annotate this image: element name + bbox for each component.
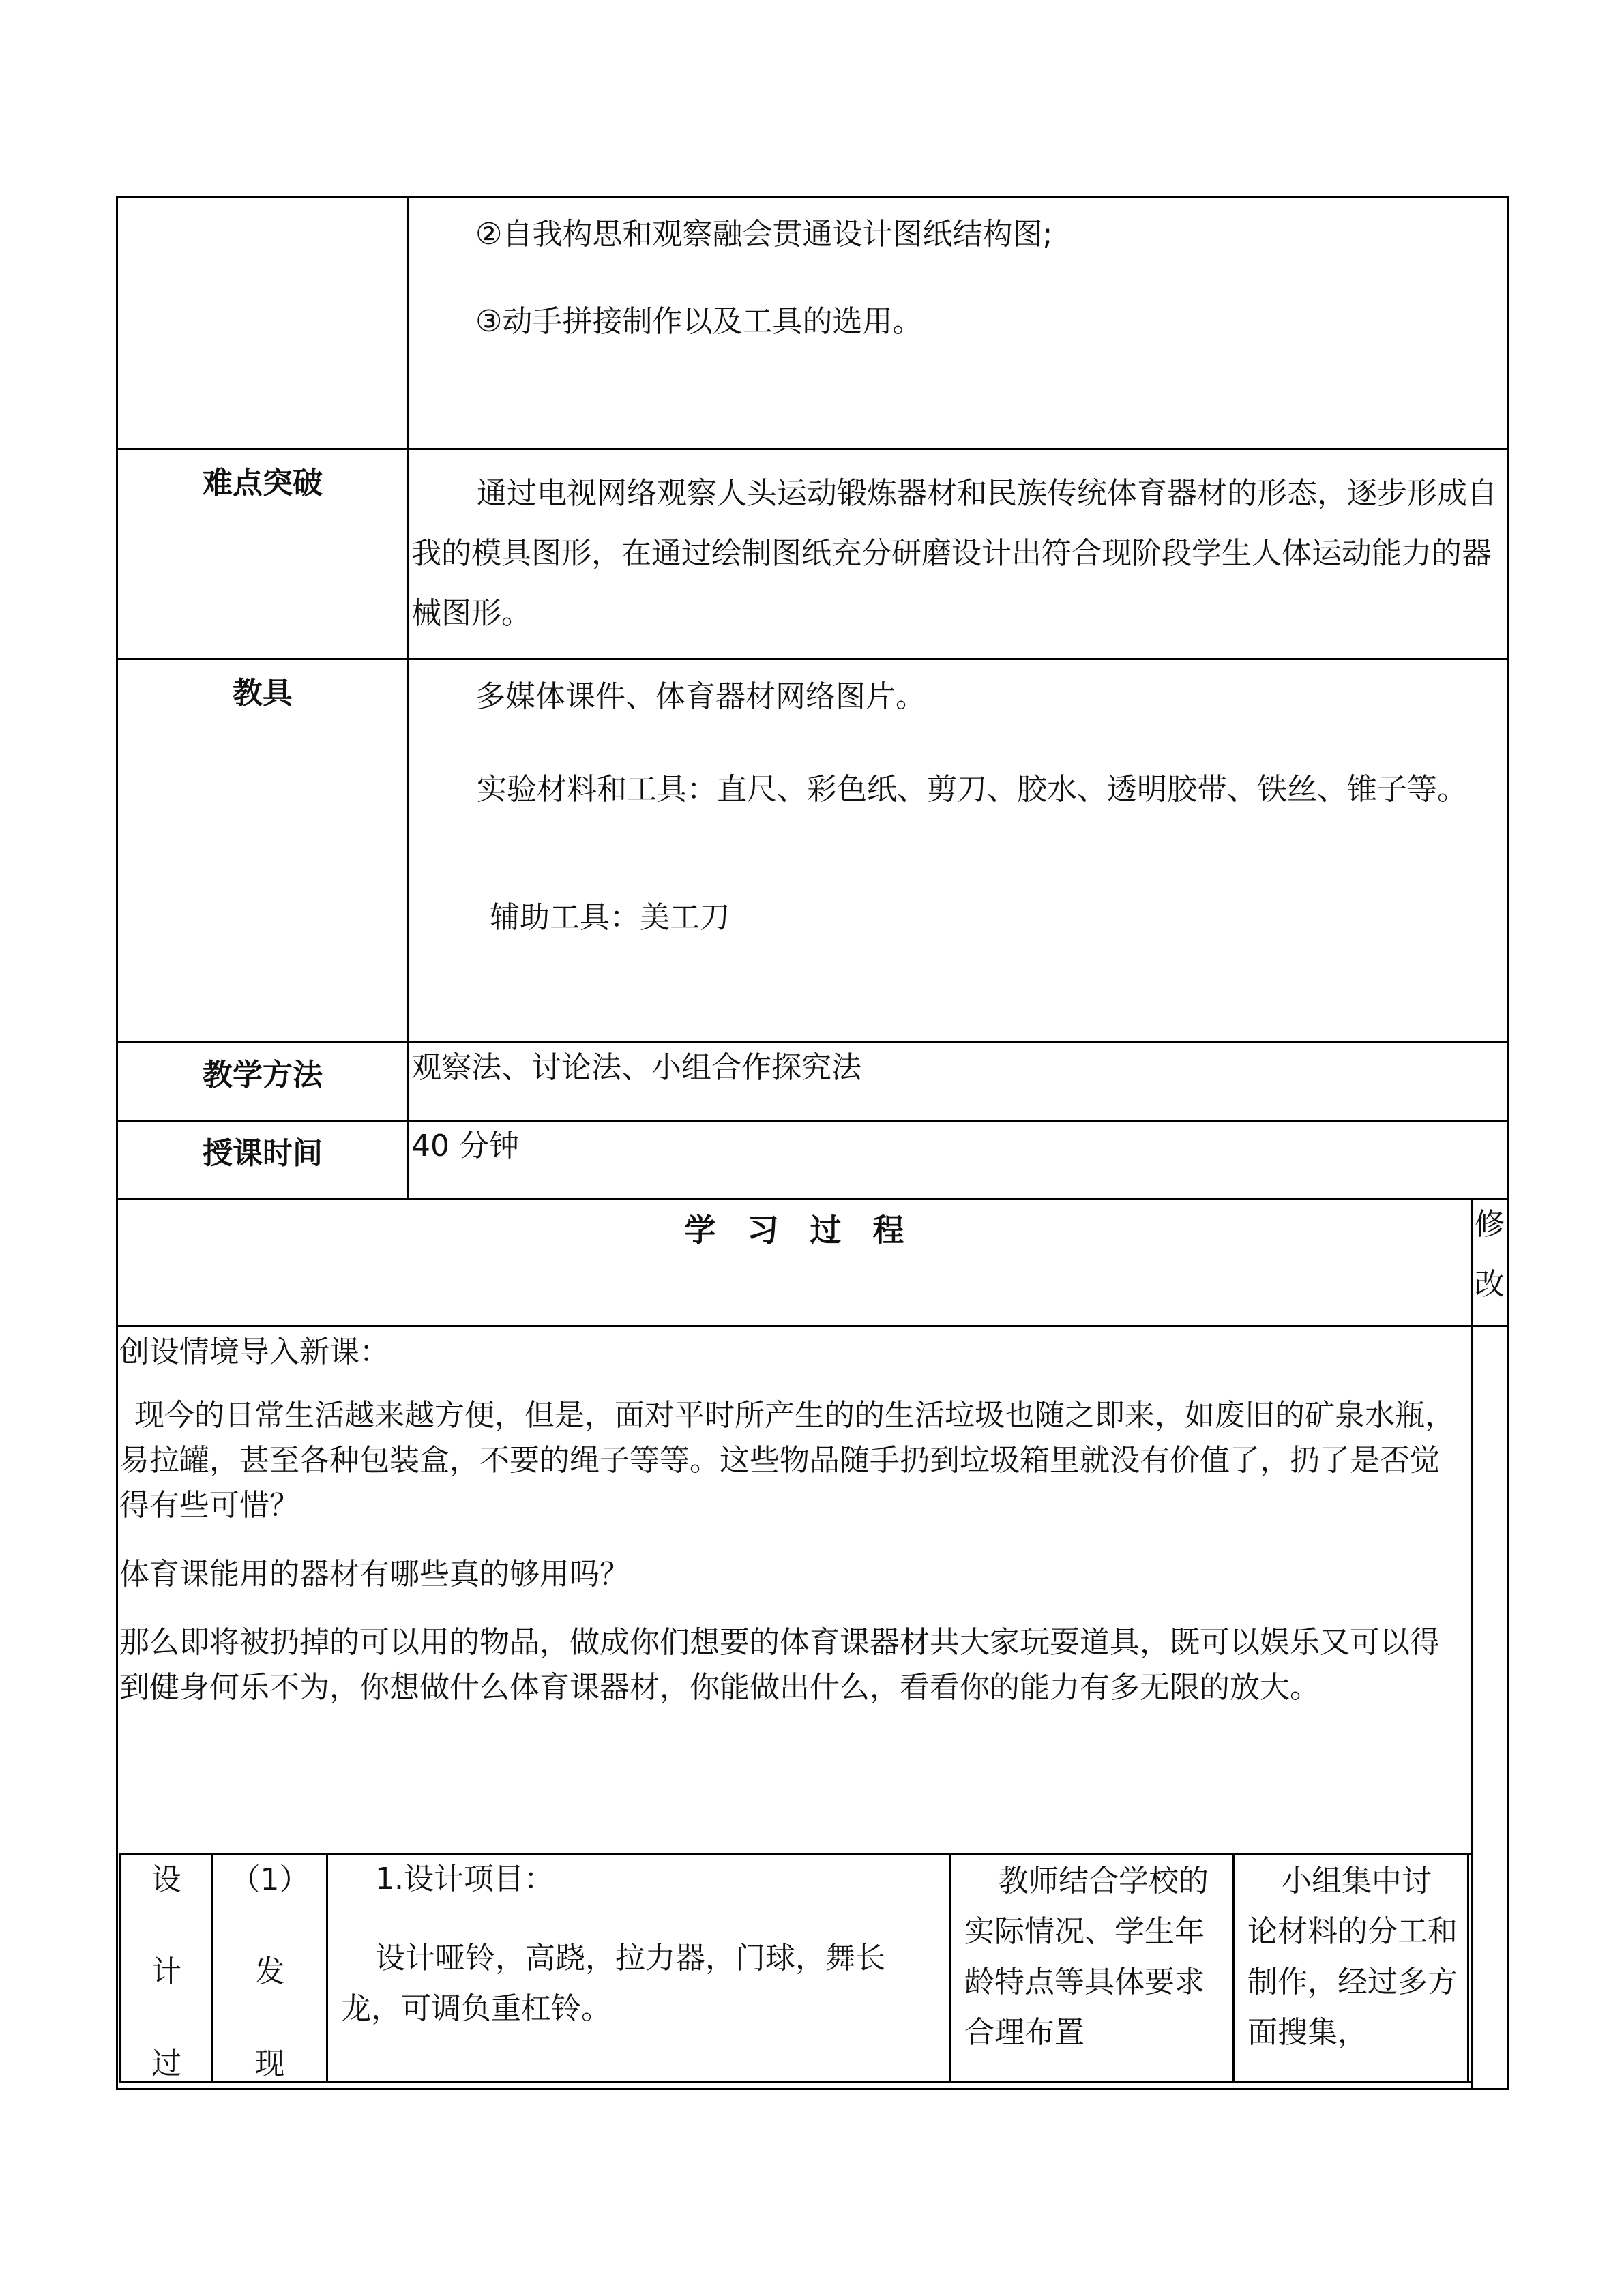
table-border-row1-bottom <box>116 448 1509 450</box>
table-border-top <box>116 196 1509 198</box>
design-process-column: 设 计 过 <box>151 1862 181 2081</box>
table-border-right <box>1507 196 1509 2090</box>
teaching-aids-label: 教具 <box>233 676 293 711</box>
intro-title: 创设情境导入新课： <box>119 1335 389 1369</box>
teaching-aids-line-3: 辅助工具：美工刀 <box>490 900 730 935</box>
table-label-divider <box>407 196 409 1200</box>
design-project-title: 1.设计项目： <box>375 1862 554 1896</box>
design-table-top <box>119 1853 1471 1855</box>
intro-paragraph-3: 那么即将被扔掉的可以用的物品，做成你们想要的体育课器材共大家玩耍道具，既可以娱乐又可以得到健身何乐不为，你想做什么体育课器材，你能做出什么，看看你的能力有多无限的放大。 <box>119 1625 1440 1705</box>
table-border-row5-bottom <box>116 1198 1509 1200</box>
key-point-line-2: ②自我构思和观察融会贯通设计图纸结构图; <box>475 217 1053 252</box>
teaching-aids-line-1: 多媒体课件、体育器材网络图片。 <box>475 679 926 714</box>
class-time-label: 授课时间 <box>203 1136 323 1171</box>
teaching-method-label: 教学方法 <box>203 1058 323 1092</box>
key-point-line-3: ③动手拼接制作以及工具的选用。 <box>475 304 923 339</box>
group-discussion-text: 小组集中讨论材料的分工和制作，经过多方面搜集， <box>1247 1864 1458 2050</box>
process-heading-bottom <box>116 1325 1509 1327</box>
design-col-divider-2 <box>326 1853 328 2083</box>
table-border-row3-bottom <box>116 1041 1509 1043</box>
process-heading: 学 习 过 程 <box>684 1212 904 1249</box>
table-border-row4-bottom <box>116 1120 1509 1122</box>
table-border-row2-bottom <box>116 658 1509 660</box>
teaching-aids-line-2: 实验材料和工具：直尺、彩色纸、剪刀、胶水、透明胶带、铁丝、锥子等。 <box>477 772 1467 807</box>
difficulty-label: 难点突破 <box>203 466 323 501</box>
design-col-divider-5 <box>1467 1853 1469 2083</box>
revise-column-label: 修 改 <box>1475 1207 1505 1302</box>
discovery-step-column: （1） 发 现 <box>230 1862 310 2081</box>
revise-column-divider <box>1471 1198 1473 2090</box>
intro-paragraph-2: 体育课能用的器材有哪些真的够用吗？ <box>119 1557 630 1592</box>
design-project-text: 设计哑铃，高跷，拉力器，门球，舞长龙，可调负重杠铃。 <box>341 1941 885 2026</box>
teaching-method-text: 观察法、讨论法、小组合作探究法 <box>411 1050 861 1085</box>
design-col-divider-4 <box>1232 1853 1235 2083</box>
design-col-divider-3 <box>949 1853 951 2083</box>
teacher-arrangement-text: 教师结合学校的实际情况、学生年龄特点等具体要求合理布置 <box>964 1864 1209 2050</box>
intro-paragraph-1: 现今的日常生活越来越方便，但是，面对平时所产生的的生活垃圾也随之即来，如废旧的矿泉水瓶，易拉罐，甚至各种包装盒，不要的绳子等等。这些物品随手扔到垃圾箱里就没有价值了，扔了是否觉得有些可惜？ <box>119 1398 1455 1523</box>
difficulty-text: 通过电视网络观察人头运动锻炼器材和民族传统体育器材的形态，逐步形成自我的模具图形，在通过绘制图纸充分研磨设计出符合现阶段学生人体运动能力的器械图形。 <box>411 476 1497 631</box>
class-time-text: 40 分钟 <box>411 1129 519 1163</box>
